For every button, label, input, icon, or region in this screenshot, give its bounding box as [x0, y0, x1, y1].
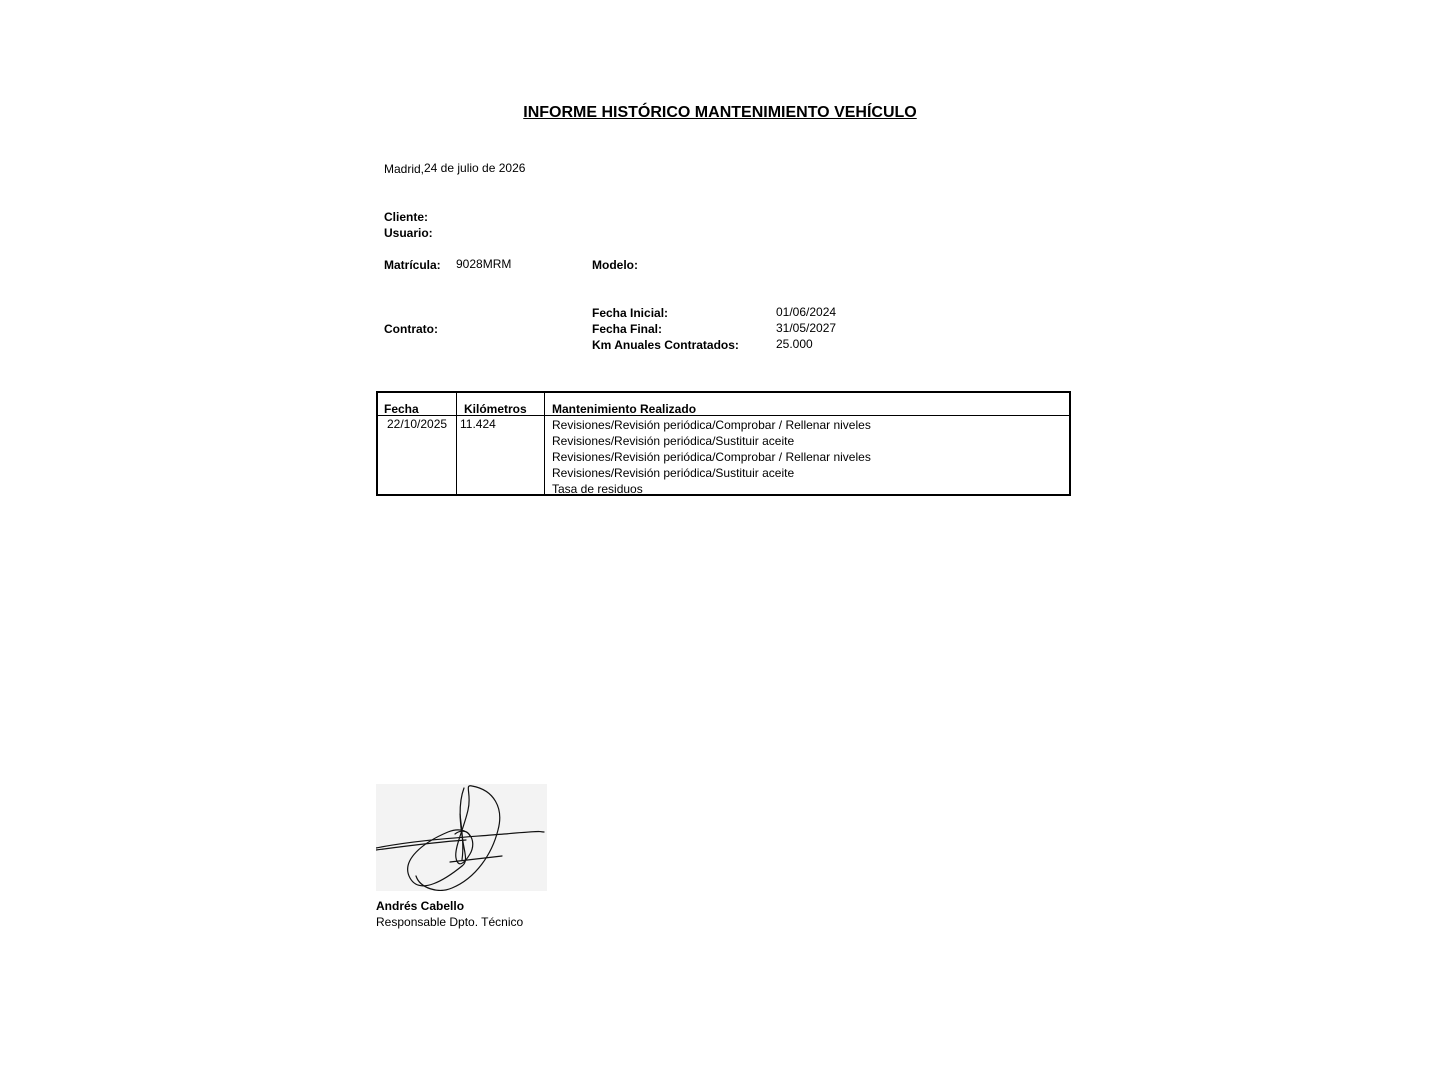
document-title: INFORME HISTÓRICO MANTENIMIENTO VEHÍCULO: [523, 104, 917, 121]
usuario-label: Usuario:: [384, 226, 433, 240]
place-label: Madrid,: [384, 162, 425, 176]
km-anuales-value: 25.000: [776, 337, 813, 351]
maintenance-item: Revisiones/Revisión periódica/Comprobar / Rellenar niveles: [552, 418, 871, 432]
document-date: 24 de julio de 2026: [424, 161, 526, 175]
fecha-inicial-label: Fecha Inicial:: [592, 306, 669, 320]
maintenance-item: Revisiones/Revisión periódica/Comprobar / Rellenar niveles: [552, 450, 871, 464]
contrato-label: Contrato:: [384, 322, 438, 336]
maintenance-item: Revisiones/Revisión periódica/Sustituir aceite: [552, 434, 795, 448]
column-divider: [544, 393, 545, 494]
maintenance-item: Tasa de residuos: [552, 482, 643, 496]
header-kilometros: Kilómetros: [464, 402, 527, 416]
row-fecha: 22/10/2025: [387, 417, 448, 431]
row-km: 11.424: [460, 417, 496, 431]
maintenance-table: [376, 391, 1071, 496]
matricula-label: Matrícula:: [384, 258, 441, 272]
signature-drawing: [376, 784, 547, 891]
signature-image: [376, 784, 547, 891]
fecha-final-label: Fecha Final:: [592, 322, 663, 336]
cliente-label: Cliente:: [384, 210, 429, 224]
header-fecha: Fecha: [384, 402, 419, 416]
signer-name: Andrés Cabello: [376, 899, 465, 913]
modelo-label: Modelo:: [592, 258, 638, 272]
fecha-inicial-value: 01/06/2024: [776, 305, 837, 319]
column-divider: [456, 393, 457, 494]
maintenance-item: Revisiones/Revisión periódica/Sustituir aceite: [552, 466, 795, 480]
km-anuales-label: Km Anuales Contratados:: [592, 338, 739, 352]
matricula-value: 9028MRM: [456, 257, 512, 271]
fecha-final-value: 31/05/2027: [776, 321, 837, 335]
header-mantenimiento: Mantenimiento Realizado: [552, 402, 697, 416]
signer-role: Responsable Dpto. Técnico: [376, 915, 524, 929]
